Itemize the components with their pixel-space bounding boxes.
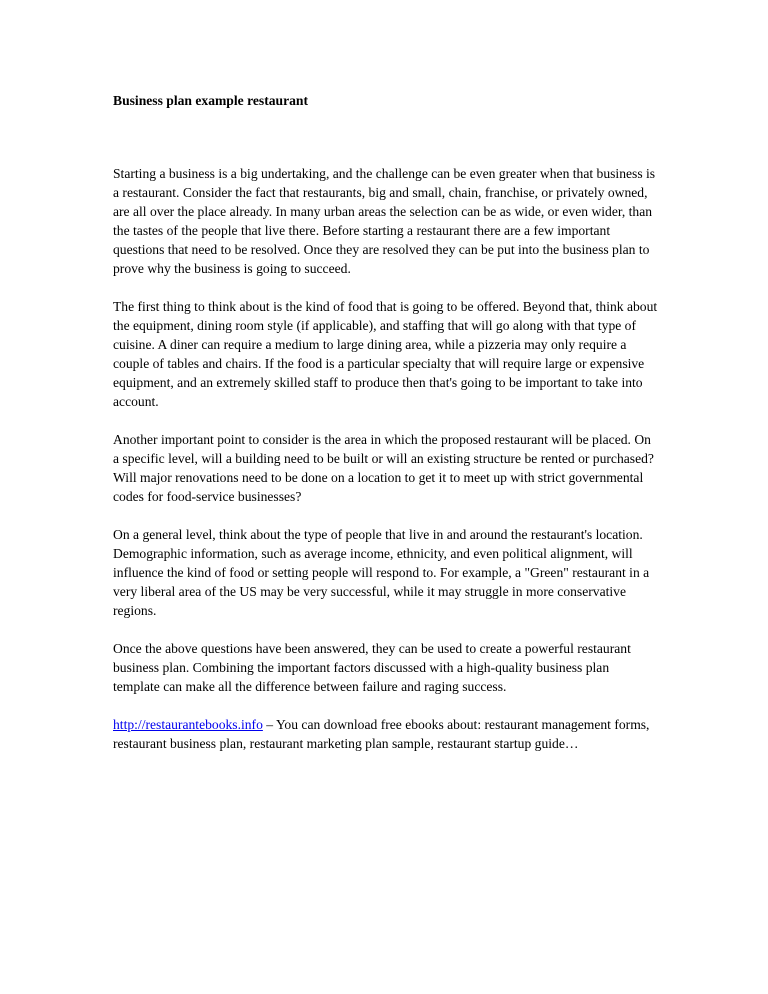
- ebooks-link[interactable]: http://restaurantebooks.info: [113, 717, 263, 732]
- paragraph-location: Another important point to consider is the area in which the proposed restaurant will be placed. On a specific level, will a building need to be built or will an existing structure be rented or purchased? Will major renovations need to be done on a location to get it to meet up with strict governmental codes for food-service businesses?: [113, 432, 654, 504]
- footer-text: – You can download free ebooks about: restaurant management forms, restaurant business plan, restaurant marketing plan sample, restaurant startup guide…: [113, 717, 650, 751]
- paragraph-demographics: On a general level, think about the type of people that live in and around the restaurant's location. Demographic information, such as average income, ethnicity, and even political alignment, will influence the kind of food or setting people will respond to. For example, a "Green" restaurant in a very liberal area of the US may be very successful, while it may struggle in more conservative regions.: [113, 527, 650, 618]
- paragraph-conclusion: Once the above questions have been answered, they can be used to create a powerful restaurant business plan. Combining the important factors discussed with a high-quality business plan template can make all the difference between failure and raging success.: [113, 641, 631, 694]
- paragraph-food: The first thing to think about is the kind of food that is going to be offered. Beyond that, think about the equipment, dining room style (if applicable), and staffing that will go along with that type of cuisine. A diner can require a medium to large dining area, while a pizzeria may only require a couple of tables and chairs. If the food is a particular specialty that will require large or expensive equipment, and an extremely skilled staff to produce then that's going to be important to take into account.: [113, 299, 658, 409]
- paragraph-intro: Starting a business is a big undertaking, and the challenge can be even greater when that business is a restaurant. Consider the fact that restaurants, big and small, chain, franchise, or privately owned, are all over the place already. In many urban areas the selection can be as wide, or even wider, than the tastes of the people that live there. Before starting a restaurant there are a few important questions that need to be resolved. Once they are resolved they can be put into the business plan to prove why the business is going to succeed.: [113, 166, 656, 276]
- document-title: Business plan example restaurant: [113, 93, 308, 108]
- footer-paragraph: [113, 715, 658, 753]
- document-page: [113, 91, 658, 753]
